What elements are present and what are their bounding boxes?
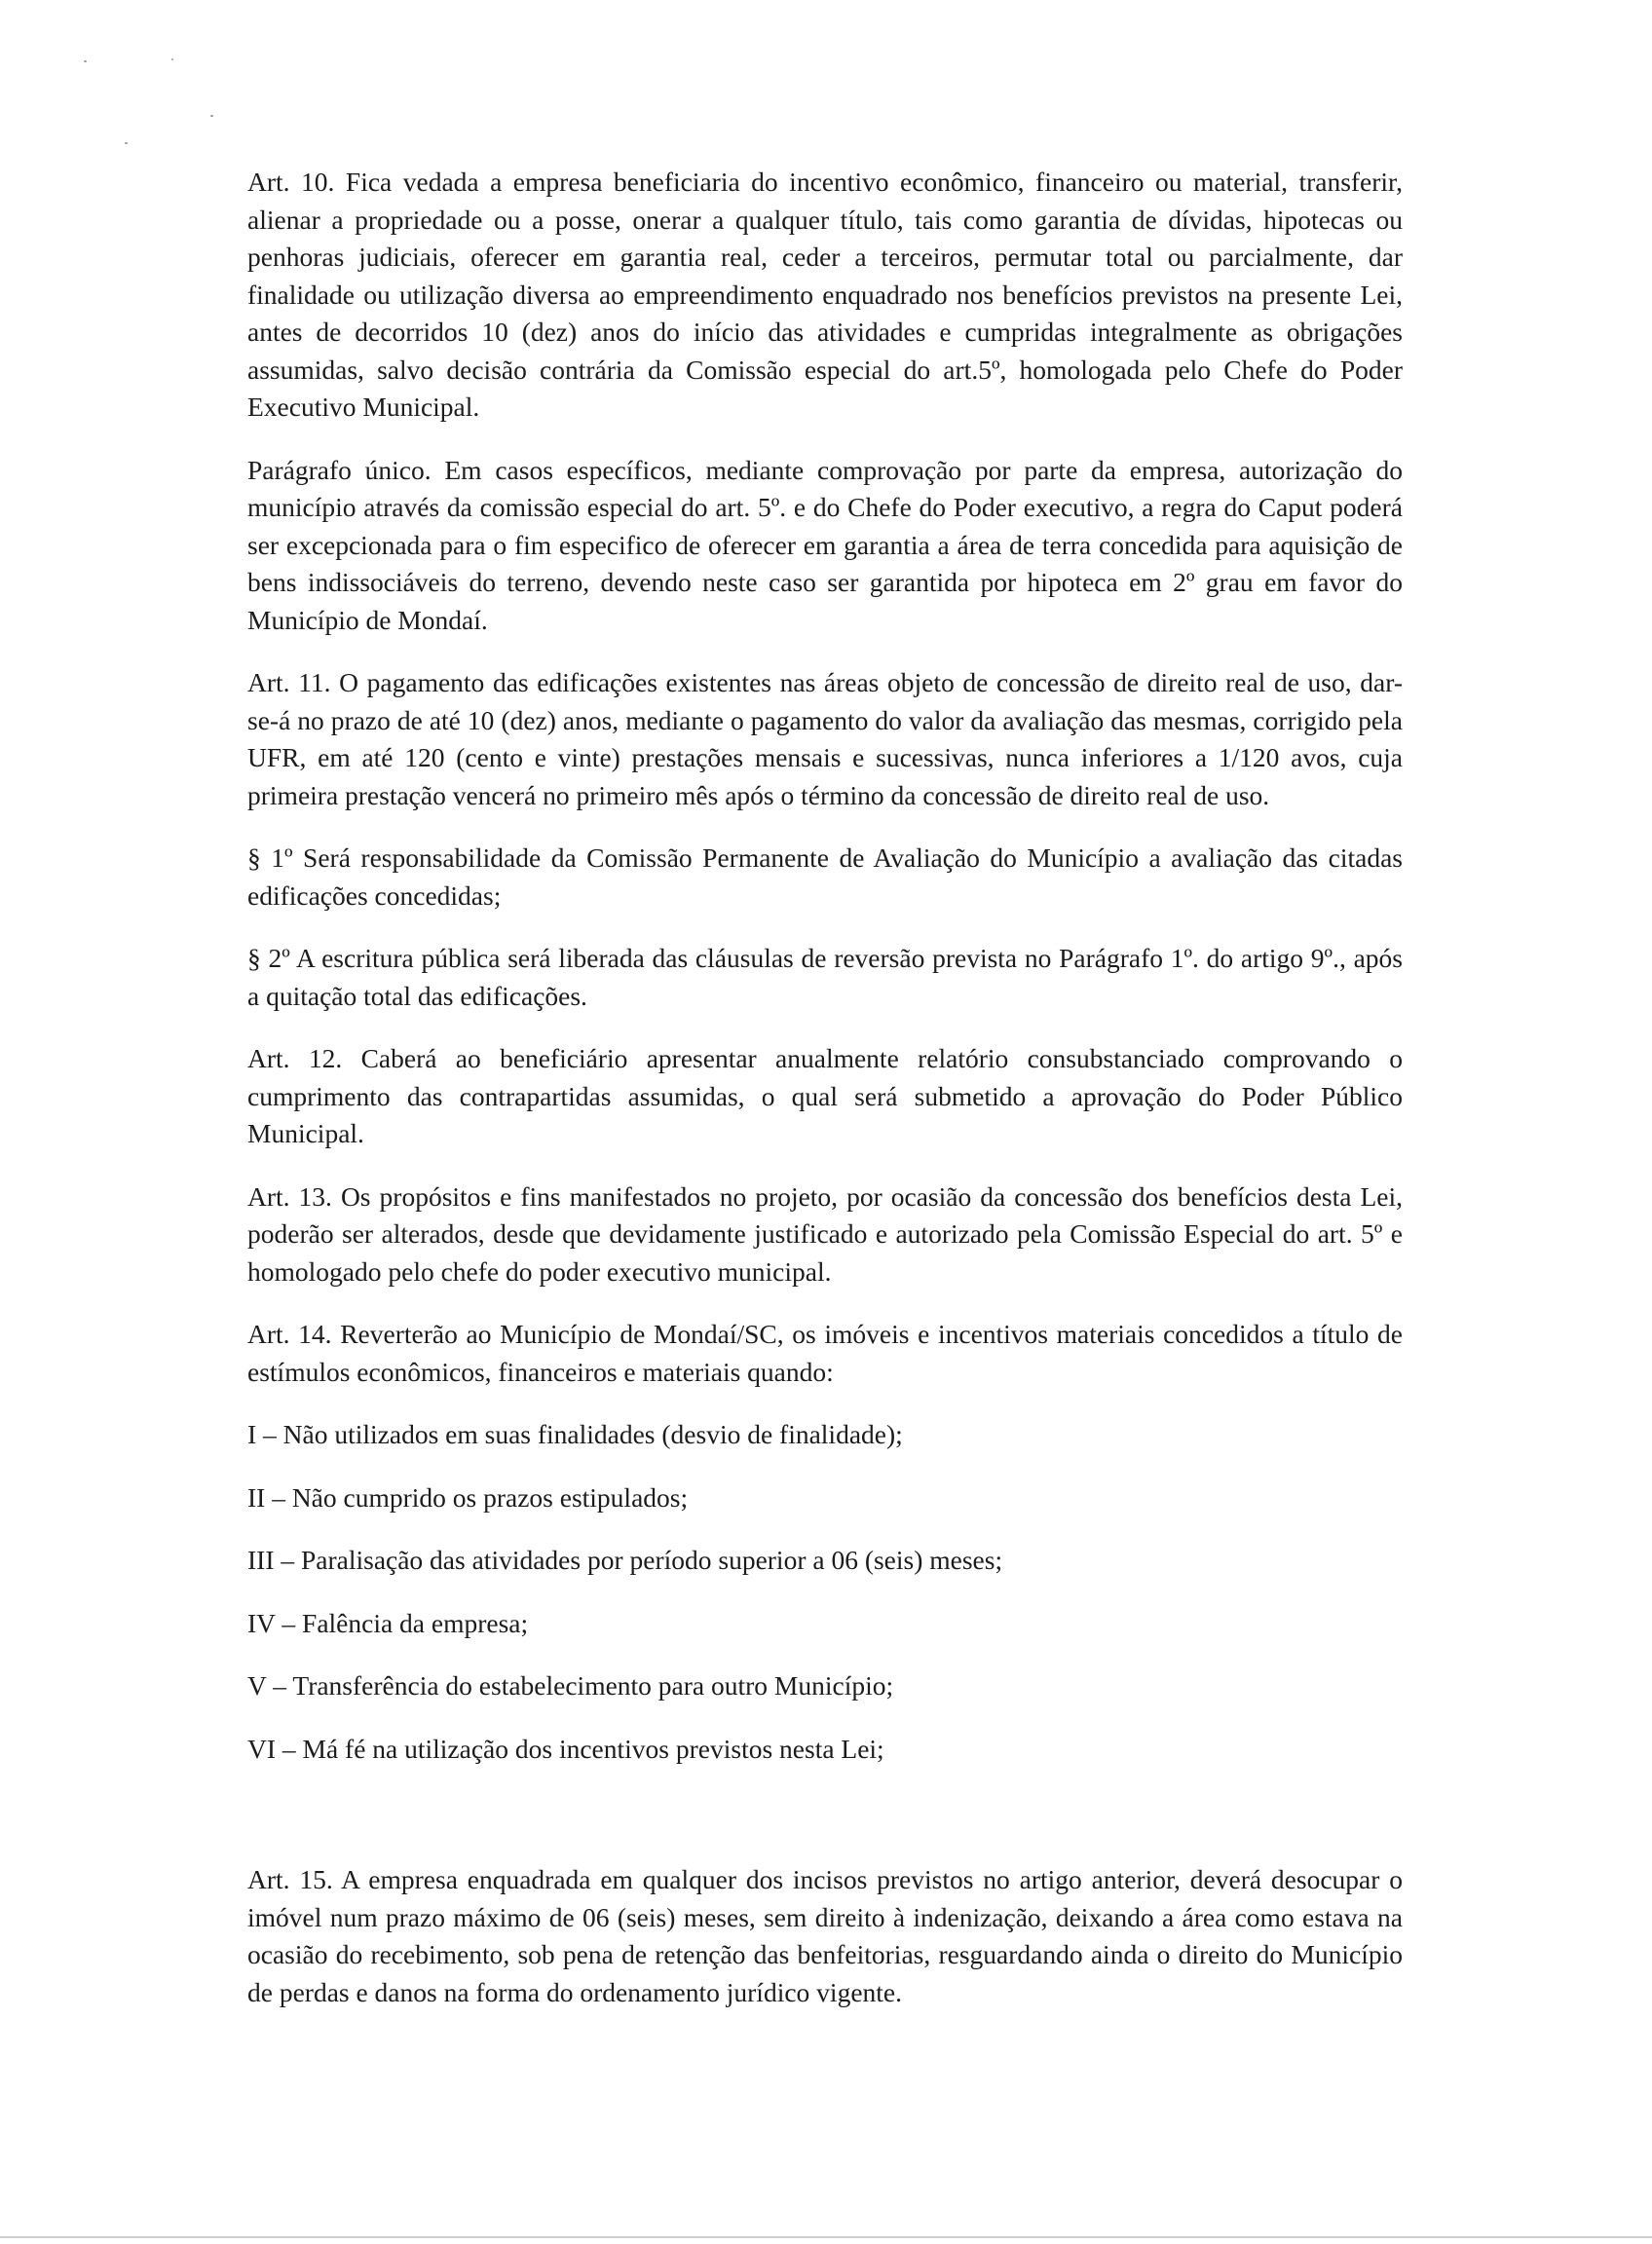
scan-speck: [171, 58, 173, 60]
document-page: [247, 164, 1403, 2037]
article-14-item: V – Transferência do estabelecimento para outro Município;: [247, 1670, 894, 1701]
article-15: Art. 15. A empresa enquadrada em qualquer dos incisos previstos no artigo anterior, deverá desocupar o imóvel num prazo máximo de 06 (seis) meses, sem direito à indenização, deixando a área como estava na ocasião do recebimento, sob pena de retenção das benfeitorias, resguardando ainda o direito do Município de perdas e danos na forma do ordenamento jurídico vigente.: [247, 1864, 1403, 2007]
scan-speck: [84, 60, 87, 62]
article-10: Art. 10. Fica vedada a empresa beneficiaria do incentivo econômico, financeiro ou material, transferir, alienar a propriedade ou a posse, onerar a qualquer título, tais como garantia de dívidas, hipotecas ou penhoras judiciais, oferecer em garantia real, ceder a terceiros, permutar total ou parcialmente, dar finalidade ou utilização diversa ao empreendimento enquadrado nos benefícios previstos na presente Lei, antes de decorridos 10 (dez) anos do início das atividades e cumpridas integralmente as obrigações assumidas, salvo decisão contrária da Comissão especial do art.5º, homologada pelo Chefe do Poder Executivo Municipal.: [247, 167, 1403, 422]
article-14-item: III – Paralisação das atividades por período superior a 06 (seis) meses;: [247, 1545, 1003, 1575]
article-11: Art. 11. O pagamento das edificações existentes nas áreas objeto de concessão de direito real de uso, dar-se-á no prazo de até 10 (dez) anos, mediante o pagamento do valor da avaliação das mesmas, corrigido pela UFR, em até 120 (cento e vinte) prestações mensais e sucessivas, nunca inferiores a 1/120 avos, cuja primeira prestação vencerá no primeiro mês após o término da concessão de direito real de uso.: [247, 667, 1403, 810]
article-14-items: [247, 1416, 1403, 1768]
article-14-item: I – Não utilizados em suas finalidades (desvio de finalidade);: [247, 1419, 903, 1449]
article-14-item: VI – Má fé na utilização dos incentivos previstos nesta Lei;: [247, 1733, 884, 1764]
article-14-item: II – Não cumprido os prazos estipulados;: [247, 1481, 689, 1513]
scan-speck: [125, 142, 128, 144]
article-11-paragraph-1: § 1º Será responsabilidade da Comissão Permanente de Avaliação do Município a avaliação das citadas edificações concedidas;: [247, 842, 1403, 911]
article-12: Art. 12. Caberá ao beneficiário apresentar anualmente relatório consubstanciado comprovando o cumprimento das contrapartidas assumidas, o qual será submetido a aprovação do Poder Público Municipal.: [247, 1043, 1403, 1148]
article-10-sole-paragraph: Parágrafo único. Em casos específicos, mediante comprovação por parte da empresa, autorização do município através da comissão especial do art. 5º. e do Chefe do Poder executivo, a regra do Caput poderá ser excepcionada para o fim especifico de oferecer em garantia a área de terra concedida para aquisição de bens indissociáveis do terreno, devendo neste caso ser garantida por hipoteca em 2º grau em favor do Município de Mondaí.: [247, 454, 1403, 635]
article-13: Art. 13. Os propósitos e fins manifestados no projeto, por ocasião da concessão dos benefícios desta Lei, poderão ser alterados, desde que devidamente justificado e autorizado pela Comissão Especial do art. 5º e homologado pelo chefe do poder executivo municipal.: [247, 1180, 1403, 1287]
scan-bottom-edge: [0, 2236, 1652, 2238]
article-11-paragraph-2: § 2º A escritura pública será liberada das cláusulas de reversão prevista no Parágrafo 1º. do artigo 9º., após a quitação total das edificações.: [247, 943, 1403, 1011]
article-14: Art. 14. Reverterão ao Município de Mondaí/SC, os imóveis e incentivos materiais concedidos a título de estímulos econômicos, financeiros e materiais quando:: [247, 1319, 1403, 1387]
scan-speck: [210, 115, 213, 117]
article-14-item: IV – Falência da empresa;: [247, 1607, 529, 1638]
